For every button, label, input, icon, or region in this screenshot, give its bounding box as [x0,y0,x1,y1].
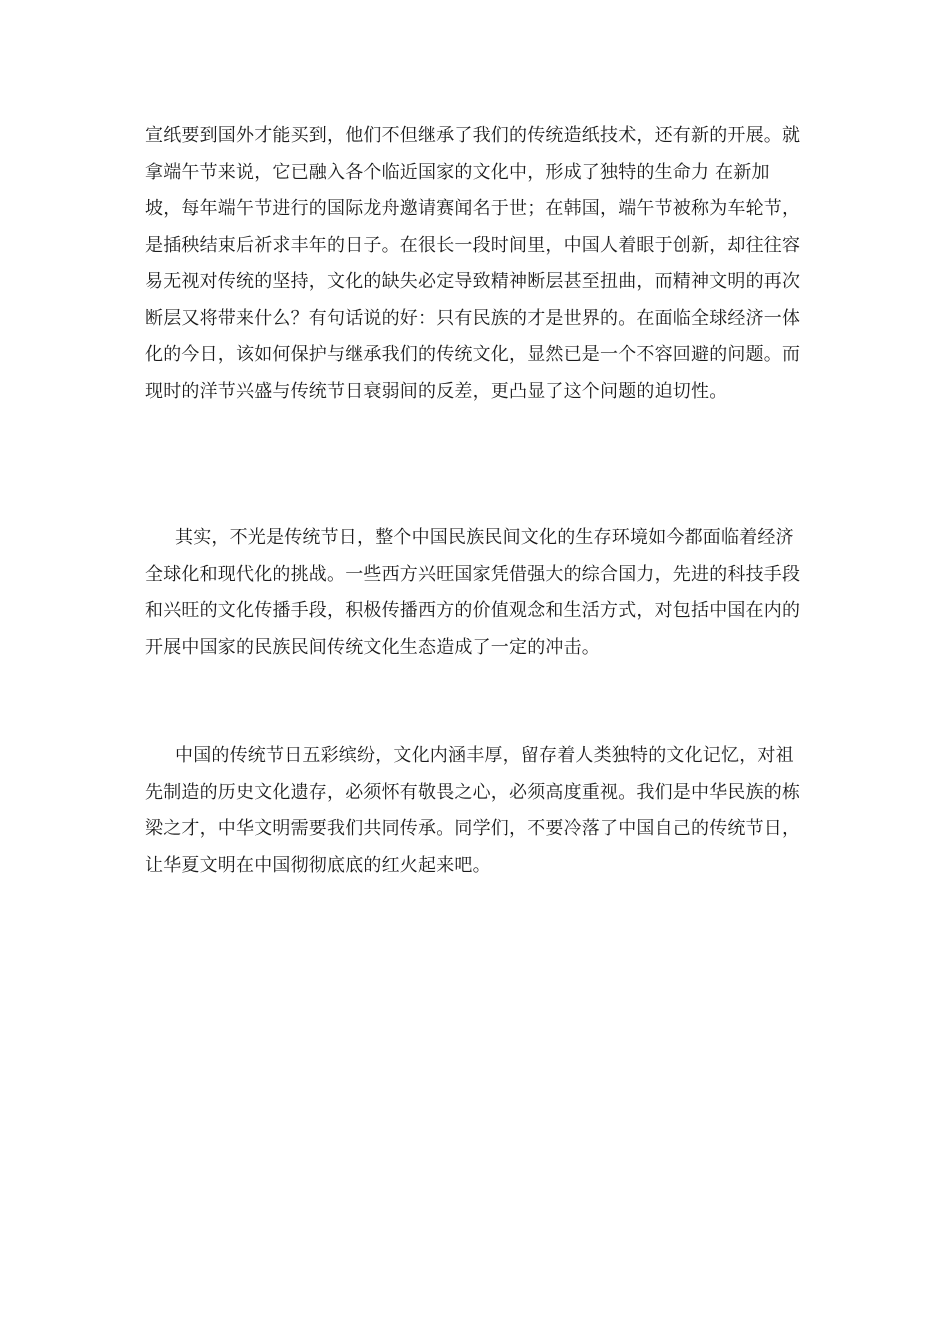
paragraph-3: 中国的传统节日五彩缤纷，文化内涵丰厚，留存着人类独特的文化记忆，对祖先制造的历史文化遗存，必须怀有敬畏之心，必须高度重视。我们是中华民族的栋梁之才，中华文明需要我们共同传承。同学们，不要冷落了中国自己的传统节日，让华夏文明在中国彻彻底底的红火起来吧。 [145,745,801,876]
paragraph-2: 其实，不光是传统节日，整个中国民族民间文化的生存环境如今都面临着经济全球化和现代化的挑战。一些西方兴旺国家凭借强大的综合国力，先进的科技手段和兴旺的文化传播手段，积极传播西方的价值观念和生活方式，对包括中国在内的开展中国家的民族民间传统文化生态造成了一定的冲击。 [145,527,801,658]
paragraph-1: 宣纸要到国外才能买到，他们不但继承了我们的传统造纸技术，还有新的开展。就拿端午节来说，它已融入各个临近国家的文化中，形成了独特的生命力 在新加坡，每年端午节进行的国际龙舟邀请赛闻名于世；在韩国，端午节被称为车轮节，是插秧结束后祈求丰年的日子。在很长一段时间里，中国人着眼于创新，却往往容易无视对传统的坚持，文化的缺失必定导致精神断层甚至扭曲，而精神文明的再次断层又将带来什么？有句话说的好：只有民族的才是世界的。在面临全球经济一体化的今日，该如何保护与继承我们的传统文化，显然已是一个不容回避的问题。而现时的洋节兴盛与传统节日衰弱间的反差，更凸显了这个问题的迫切性。 [145,125,801,402]
